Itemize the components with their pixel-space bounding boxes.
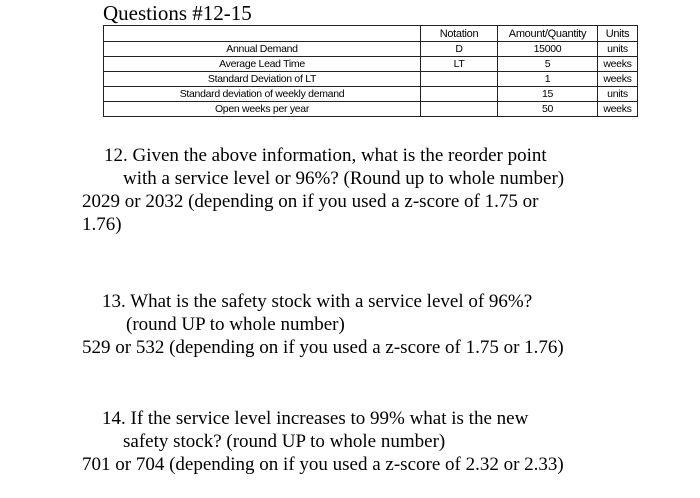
row-amount: 15000: [498, 42, 598, 57]
row-units: units: [598, 42, 638, 57]
header-units: Units: [598, 26, 638, 42]
table-row: [104, 72, 638, 87]
row-notation: LT: [421, 57, 498, 72]
question-text: 13. What is the safety stock with a service level of 96%?: [102, 291, 533, 312]
table-row: [104, 42, 638, 57]
question-text: safety stock? (round UP to whole number): [123, 431, 446, 452]
table-row: [104, 57, 638, 72]
row-notation: [421, 72, 498, 87]
row-notation: [421, 87, 498, 102]
page-title: Questions #12-15: [103, 1, 252, 25]
answer-text: 701 or 704 (depending on if you used a z-score of 2.32 or 2.33): [82, 454, 564, 475]
header-notation: Notation: [421, 26, 498, 42]
row-amount: 50: [498, 102, 598, 117]
row-units: units: [598, 87, 638, 102]
row-label: Standard Deviation of LT: [104, 72, 421, 87]
answer-text: 529 or 532 (depending on if you used a z-score of 1.75 or 1.76): [82, 337, 564, 358]
header-label: [104, 26, 421, 42]
row-amount: 15: [498, 87, 598, 102]
question-text: (round UP to whole number): [126, 314, 345, 335]
row-units: weeks: [598, 72, 638, 87]
row-amount: 1: [498, 72, 598, 87]
row-notation: D: [421, 42, 498, 57]
row-amount: 5: [498, 57, 598, 72]
row-label: Standard deviation of weekly demand: [104, 87, 421, 102]
table-row: [104, 87, 638, 102]
row-units: weeks: [598, 102, 638, 117]
header-amount: Amount/Quantity: [498, 26, 598, 42]
question-text: 14. If the service level increases to 99% what is the new: [102, 408, 529, 429]
row-label: Open weeks per year: [104, 102, 421, 117]
answer-text: 1.76): [82, 214, 122, 235]
question-text: 12. Given the above information, what is the reorder point: [104, 145, 547, 166]
row-notation: [421, 102, 498, 117]
row-units: weeks: [598, 57, 638, 72]
answer-text: 2029 or 2032 (depending on if you used a z-score of 1.75 or: [82, 191, 539, 212]
row-label: Average Lead Time: [104, 57, 421, 72]
table-row: [104, 102, 638, 117]
table-header-row: [104, 26, 638, 42]
question-text: with a service level or 96%? (Round up to whole number): [123, 168, 565, 189]
row-label: Annual Demand: [104, 42, 421, 57]
parameters-table: [103, 25, 638, 117]
